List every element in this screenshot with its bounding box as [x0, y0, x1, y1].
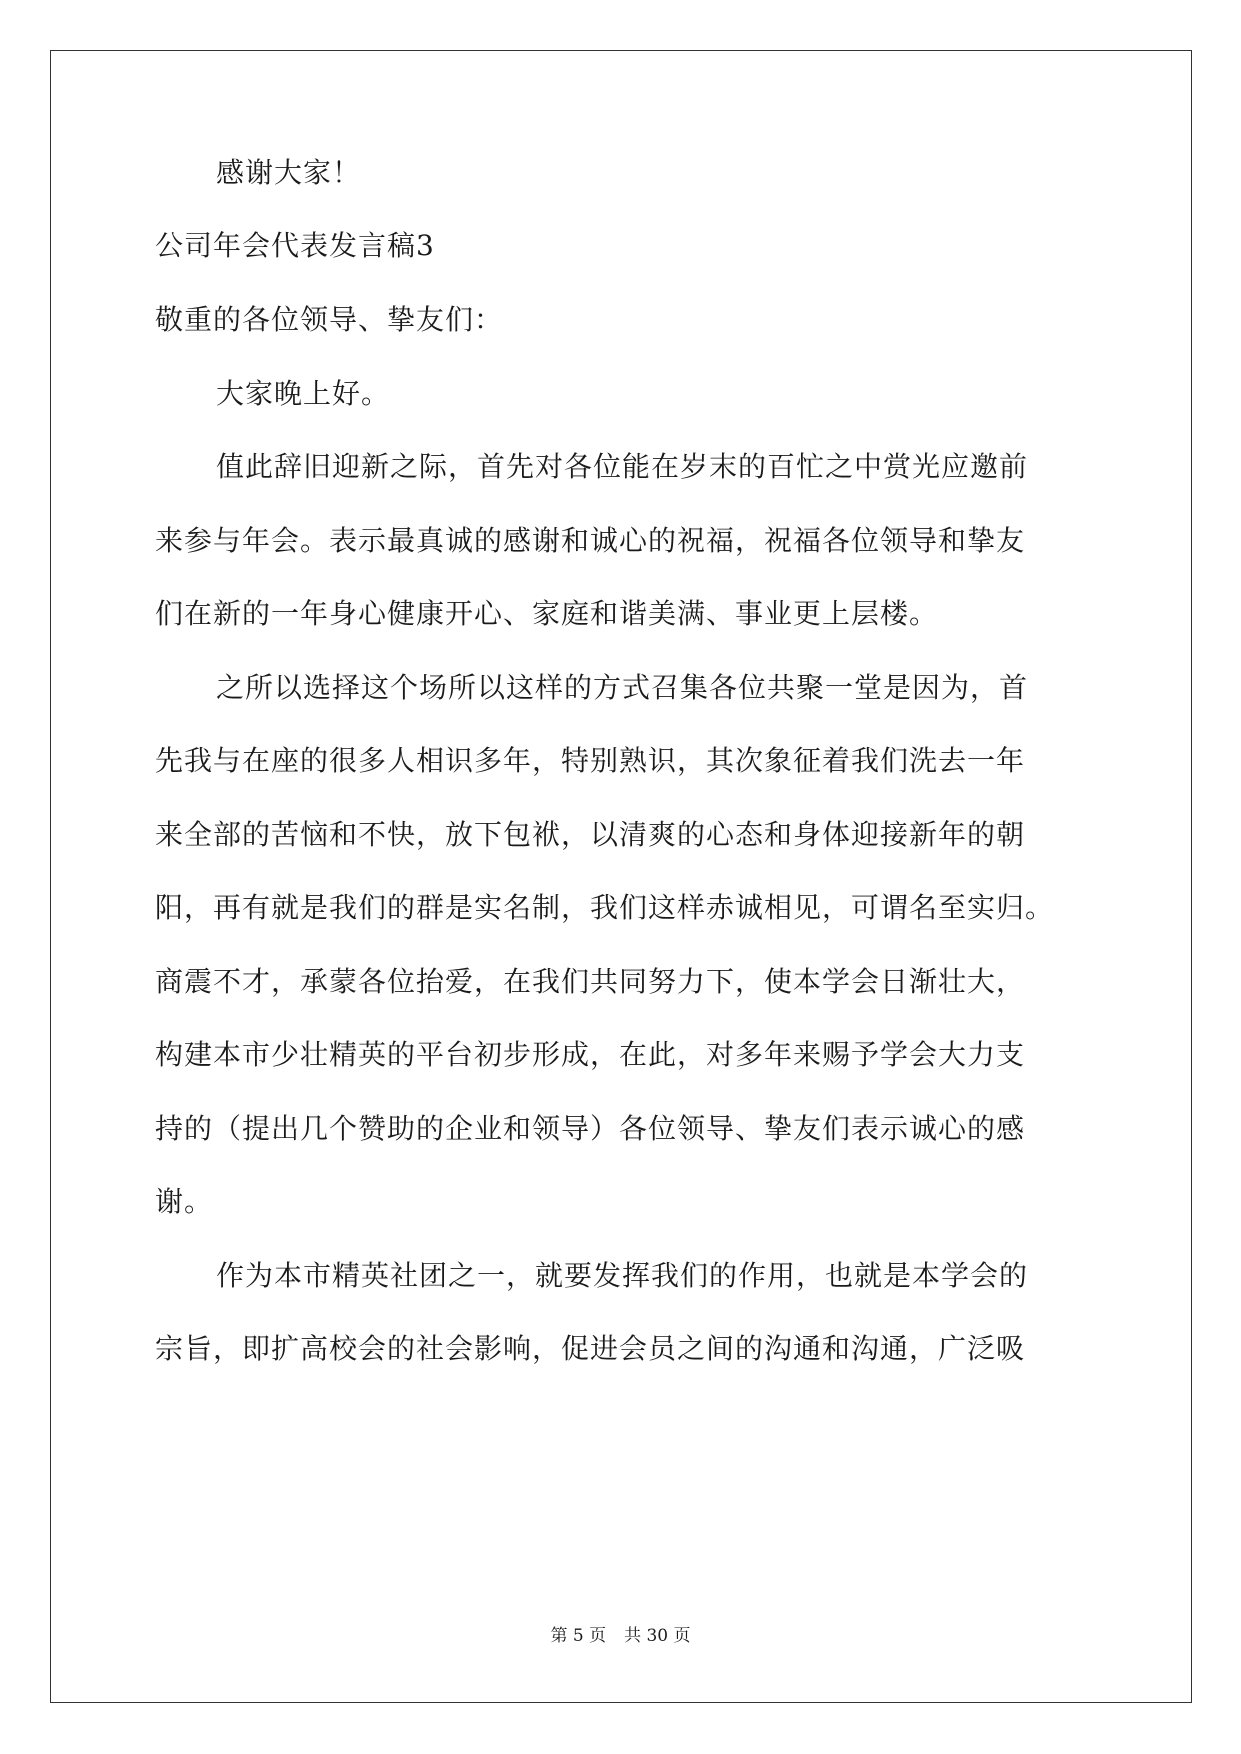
paragraph-line: 们在新的一年身心健康开心、家庭和谐美满、事业更上层楼。 — [155, 597, 939, 630]
speech-title: 公司年会代表发言稿3 — [155, 229, 435, 262]
paragraph-line: 宗旨，即扩高校会的社会影响，促进会员之间的沟通和沟通，广泛吸 — [155, 1332, 1026, 1365]
paragraph-line: 来参与年会。表示最真诚的感谢和诚心的祝福，祝福各位领导和挚友 — [155, 524, 1026, 557]
paragraph-line: 商震不才，承蒙各位抬爱，在我们共同努力下，使本学会日渐壮大， — [155, 965, 1026, 998]
paragraph-line: 先我与在座的很多人相识多年，特别熟识，其次象征着我们洗去一年 — [155, 744, 1026, 777]
paragraph-line: 构建本市少壮精英的平台初步形成，在此，对多年来赐予学会大力支 — [155, 1038, 1026, 1071]
greeting: 大家晚上好。 — [216, 377, 391, 410]
paragraph-line: 作为本市精英社团之一，就要发挥我们的作用，也就是本学会的 — [216, 1259, 1029, 1292]
paragraph-line: 阳，再有就是我们的群是实名制，我们这样赤诚相见，可谓名至实归。 — [155, 891, 1055, 924]
paragraph-line: 来全部的苦恼和不快，放下包袱，以清爽的心态和身体迎接新年的朝 — [155, 818, 1026, 851]
closing-thanks: 感谢大家！ — [216, 156, 362, 189]
salutation: 敬重的各位领导、挚友们： — [155, 303, 504, 336]
page-border — [50, 50, 1192, 1703]
page-total: 共 30 页 — [624, 1626, 691, 1646]
paragraph-line: 谢。 — [155, 1185, 214, 1218]
page-number: 第 5 页 — [550, 1626, 607, 1646]
page-footer — [0, 1625, 1241, 1647]
paragraph-line: 持的（提出几个赞助的企业和领导）各位领导、挚友们表示诚心的感 — [155, 1112, 1026, 1145]
paragraph-line: 之所以选择这个场所以这样的方式召集各位共聚一堂是因为，首 — [216, 671, 1029, 704]
paragraph-line: 值此辞旧迎新之际，首先对各位能在岁末的百忙之中赏光应邀前 — [216, 450, 1029, 483]
